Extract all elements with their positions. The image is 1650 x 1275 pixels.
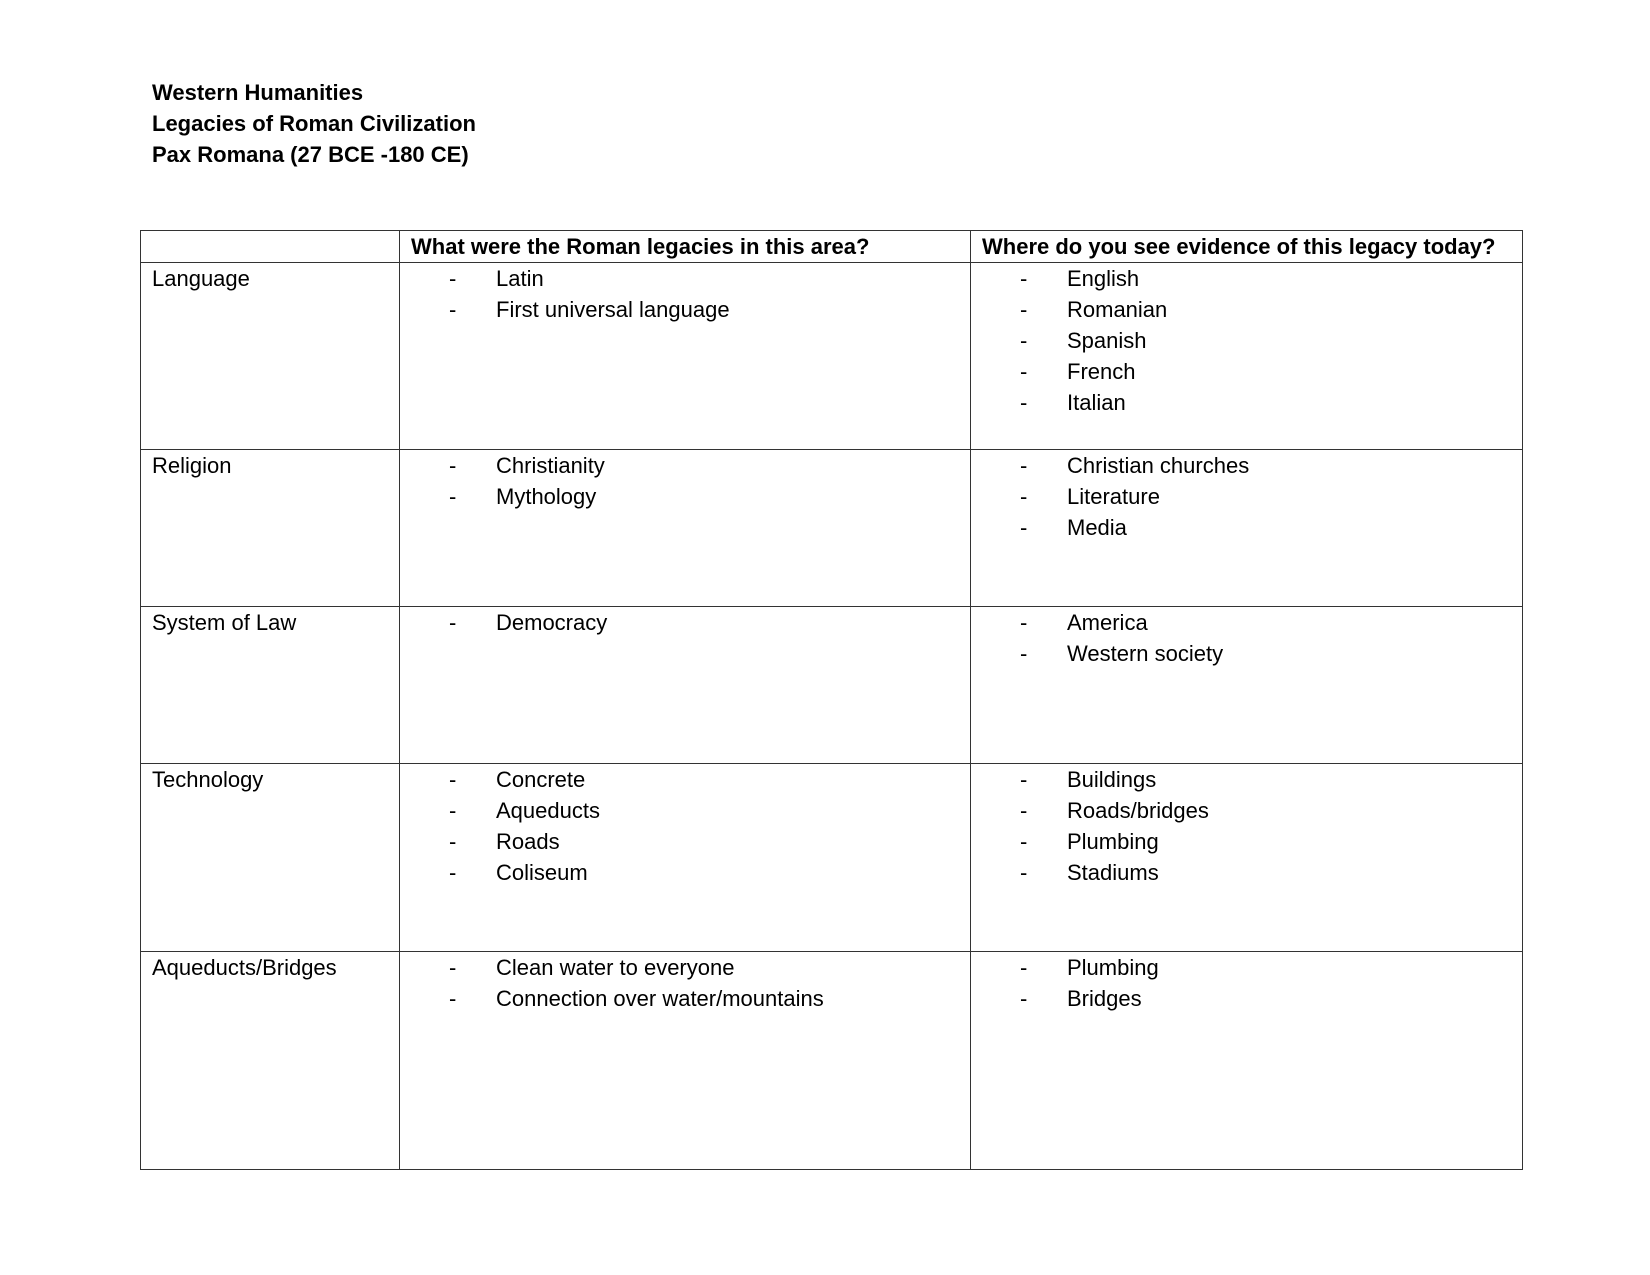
area-cell: Religion	[141, 450, 400, 607]
list-item: - Literature	[1020, 481, 1522, 512]
legacies-list	[411, 607, 970, 638]
list-item: - Western society	[1020, 638, 1522, 669]
legacies-list	[411, 450, 970, 512]
legacies-list	[411, 764, 970, 888]
list-item: - First universal language	[449, 294, 970, 325]
column-header-legacies: What were the Roman legacies in this area?	[400, 231, 971, 263]
legacy-table	[140, 230, 1523, 1170]
list-item: - English	[1020, 263, 1522, 294]
list-item: - Italian	[1020, 387, 1522, 418]
table-row	[141, 263, 1523, 450]
list-item: - Aqueducts	[449, 795, 970, 826]
evidence-cell	[971, 952, 1523, 1170]
evidence-list	[982, 450, 1522, 543]
table-row	[141, 450, 1523, 607]
list-item: - Concrete	[449, 764, 970, 795]
legacies-cell	[400, 764, 971, 952]
list-item: - Democracy	[449, 607, 970, 638]
list-item: - Spanish	[1020, 325, 1522, 356]
column-header-evidence: Where do you see evidence of this legacy today?	[971, 231, 1523, 263]
list-item: - Media	[1020, 512, 1522, 543]
evidence-list	[982, 607, 1522, 669]
list-item: - Bridges	[1020, 983, 1522, 1014]
list-item: - French	[1020, 356, 1522, 387]
list-item: - Roads	[449, 826, 970, 857]
area-cell: Language	[141, 263, 400, 450]
list-item: - Buildings	[1020, 764, 1522, 795]
list-item: - Clean water to everyone	[449, 952, 970, 983]
evidence-cell	[971, 450, 1523, 607]
list-item: - Plumbing	[1020, 952, 1522, 983]
list-item: - Roads/bridges	[1020, 795, 1522, 826]
legacies-cell	[400, 450, 971, 607]
column-header-area	[141, 231, 400, 263]
evidence-list	[982, 764, 1522, 888]
document-header	[152, 77, 476, 170]
table-row	[141, 607, 1523, 764]
legacies-cell	[400, 263, 971, 450]
table-header-row	[141, 231, 1523, 263]
period-title: Pax Romana (27 BCE -180 CE)	[152, 142, 469, 167]
area-cell: System of Law	[141, 607, 400, 764]
assignment-title: Legacies of Roman Civilization	[152, 111, 476, 136]
list-item: - Mythology	[449, 481, 970, 512]
legacies-list	[411, 952, 970, 1014]
table-row	[141, 764, 1523, 952]
list-item: - Coliseum	[449, 857, 970, 888]
list-item: - Latin	[449, 263, 970, 294]
area-cell: Aqueducts/Bridges	[141, 952, 400, 1170]
legacies-cell	[400, 952, 971, 1170]
evidence-cell	[971, 764, 1523, 952]
list-item: - Plumbing	[1020, 826, 1522, 857]
list-item: - America	[1020, 607, 1522, 638]
evidence-cell	[971, 263, 1523, 450]
table-row	[141, 952, 1523, 1170]
evidence-list	[982, 263, 1522, 418]
list-item: - Romanian	[1020, 294, 1522, 325]
legacies-cell	[400, 607, 971, 764]
list-item: - Christianity	[449, 450, 970, 481]
list-item: - Stadiums	[1020, 857, 1522, 888]
legacies-list	[411, 263, 970, 325]
list-item: - Christian churches	[1020, 450, 1522, 481]
list-item: - Connection over water/mountains	[449, 983, 970, 1014]
evidence-list	[982, 952, 1522, 1014]
evidence-cell	[971, 607, 1523, 764]
course-title: Western Humanities	[152, 80, 364, 105]
area-cell: Technology	[141, 764, 400, 952]
